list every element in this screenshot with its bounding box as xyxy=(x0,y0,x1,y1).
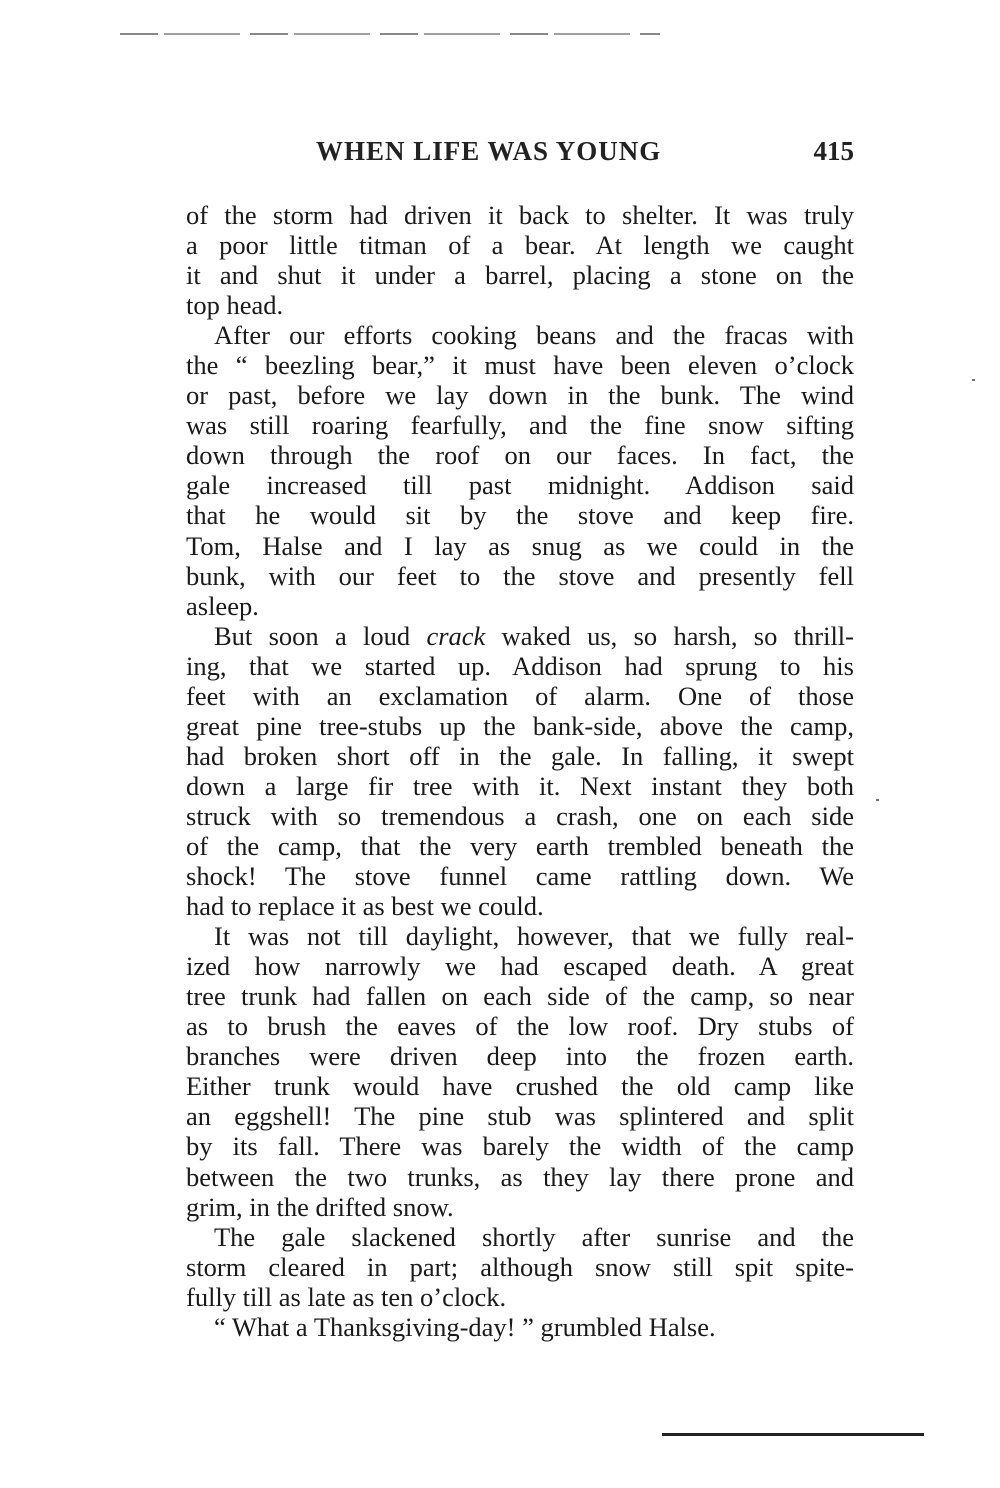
running-head xyxy=(186,136,854,172)
text-line: shock! The stove funnel came rattling down. We xyxy=(186,861,854,892)
text-line: down a large fir tree with it. Next instant they both xyxy=(186,770,854,801)
text-line: But soon a loud crack waked us, so harsh, so thrill- xyxy=(214,620,854,651)
text-line: struck with so tremendous a crash, one on each side xyxy=(186,800,854,831)
text-line: had to replace it as best we could. xyxy=(186,891,544,922)
text-line: a poor little titman of a bear. At length we caught xyxy=(186,230,854,261)
text-line: feet with an exclamation of alarm. One of those xyxy=(186,680,854,711)
text-line: Tom, Halse and I lay as snug as we could in the xyxy=(186,530,854,561)
paragraph xyxy=(186,921,854,1221)
text-line: tree trunk had fallen on each side of the camp, so near xyxy=(186,981,854,1012)
text-line: great pine tree-stubs up the bank-side, above the camp, xyxy=(186,710,854,741)
text-line: of the storm had driven it back to shelter. It was truly xyxy=(186,200,854,230)
text-line: Either trunk would have crushed the old camp like xyxy=(186,1071,854,1102)
text-line: The gale slackened shortly after sunrise and the xyxy=(214,1221,854,1252)
text-line: storm cleared in part; although snow still spit spite- xyxy=(186,1251,854,1282)
text-line: It was not till daylight, however, that we fully real- xyxy=(214,921,854,952)
text-line: bunk, with our feet to the stove and presently fell xyxy=(186,560,854,591)
page-number: 415 xyxy=(813,136,854,166)
paragraph xyxy=(186,1312,854,1342)
text-line: “ What a Thanksgiving-day! ” grumbled Halse. xyxy=(214,1311,716,1342)
text-line: as to brush the eaves of the low roof. Dry stubs of xyxy=(186,1011,854,1042)
text-line: an eggshell! The pine stub was splintered and split xyxy=(186,1101,854,1132)
text-line: the “ beezling bear,” it must have been eleven o’clock xyxy=(186,350,854,381)
text-line: had broken short off in the gale. In falling, it swept xyxy=(186,740,854,771)
italic-word: crack xyxy=(426,620,486,651)
text-line: branches were driven deep into the frozen earth. xyxy=(186,1041,854,1072)
text-line: by its fall. There was barely the width of the camp xyxy=(186,1131,854,1162)
bottom-rule xyxy=(662,1433,924,1436)
text-line: was still roaring fearfully, and the fine snow sifting xyxy=(186,410,854,441)
running-title: WHEN LIFE WAS YOUNG xyxy=(316,136,662,166)
text-line: fully till as late as ten o’clock. xyxy=(186,1281,507,1312)
paragraph xyxy=(186,200,854,320)
text-line: or past, before we lay down in the bunk. The wind xyxy=(186,380,854,411)
text-line: between the two trunks, as they lay there prone and xyxy=(186,1161,854,1192)
text-line: of the camp, that the very earth trembled beneath the xyxy=(186,830,854,861)
text-line: top head. xyxy=(186,290,284,321)
text-line: grim, in the drifted snow. xyxy=(186,1191,454,1222)
text-line: ing, that we started up. Addison had sprung to his xyxy=(186,650,854,681)
text-line: After our efforts cooking beans and the fracas with xyxy=(214,320,854,351)
text-line: ized how narrowly we had escaped death. A great xyxy=(186,951,854,982)
text-line: that he would sit by the stove and keep fire. xyxy=(186,500,854,531)
text-line: it and shut it under a barrel, placing a stone on the xyxy=(186,260,854,291)
text-line: asleep. xyxy=(186,590,259,621)
paragraph xyxy=(186,1222,854,1312)
body-text xyxy=(186,200,854,1342)
text-line: down through the roof on our faces. In fact, the xyxy=(186,440,854,471)
text-line: gale increased till past midnight. Addison said xyxy=(186,470,854,501)
scan-speck xyxy=(972,379,975,381)
paragraph xyxy=(186,621,854,921)
paragraph xyxy=(186,320,854,620)
scan-speck xyxy=(876,799,879,801)
top-scan-rule xyxy=(120,33,660,35)
